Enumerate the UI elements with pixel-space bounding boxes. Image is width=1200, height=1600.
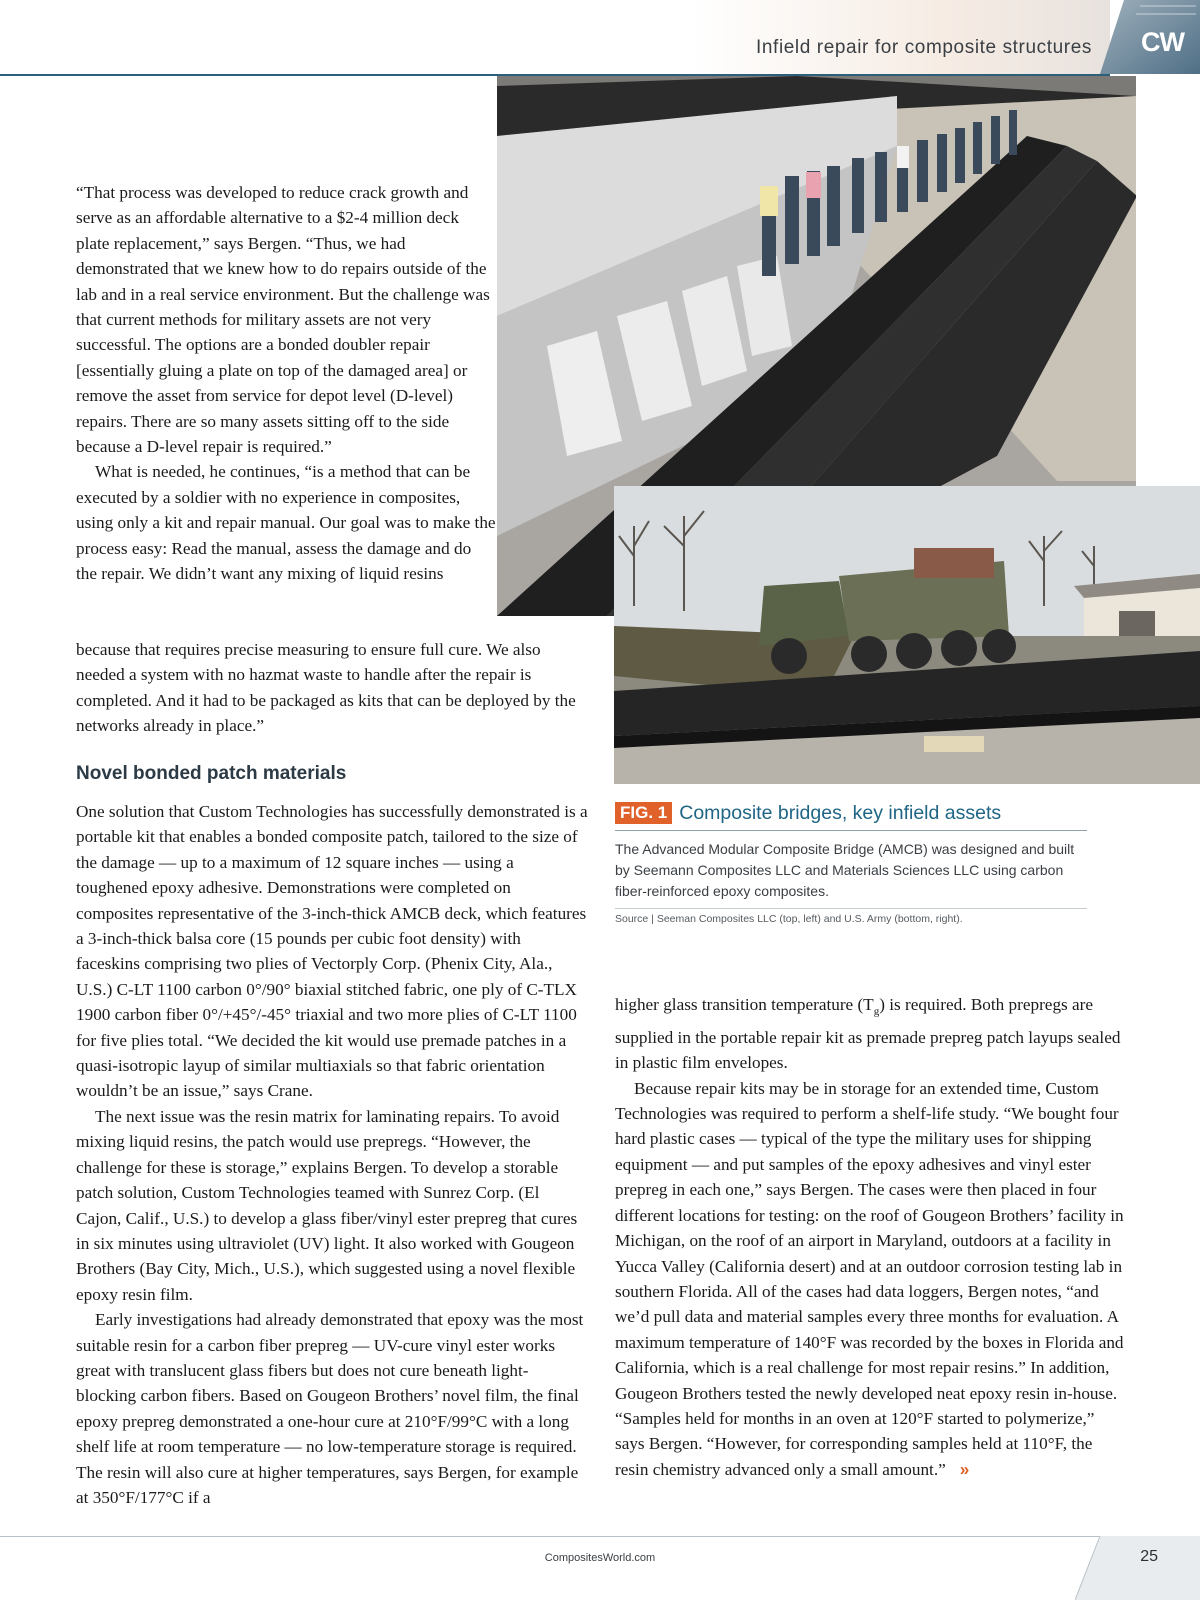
running-title: Infield repair for composite structures (756, 37, 1092, 58)
figure-source: Source | Seeman Composites LLC (top, left) and U.S. Army (bottom, right). (615, 913, 963, 925)
footer-tab (1075, 1536, 1200, 1600)
page-number: 25 (1140, 1548, 1158, 1565)
page-header (0, 0, 1200, 76)
paragraph: because that requires precise measuring to ensure full cure. We also needed a system with no hazmat waste to handle after the repair is completed. And it had to be packaged as kits that can be deployed by the networks already in place.” (76, 640, 576, 736)
end-of-article-mark: » (959, 1458, 970, 1479)
text-run: higher glass transition temperature (T (615, 995, 874, 1014)
paragraph: One solution that Custom Technologies has successfully demonstrated is a portable kit that enables a bonded composite patch, tailored to the size of the damage — up to a maximum of 12 square inches — using a toughened epoxy adhesive. Demonstrations were completed on composites representative of the 3-inch-thick AMCB deck, which features a 3-inch-thick balsa core (15 pounds per cubic foot density) with faceskins comprising two plies of Vectorply Corp. (Phenix City, Ala., U.S.) C-LT 1100 carbon 0°/90° biaxial stitched fabric, one ply of C-TLX 1900 carbon fiber 0°/+45°/-45° triaxial and two more plies of C-LT 1100 for five plies total. “We decided the kit would use premade patches in a quasi-isotropic layup of similar multiaxials so that fabric orientation wouldn’t be an issue,” says Crane. (76, 802, 588, 1101)
body-column-left-top (76, 180, 496, 587)
section-subhead: Novel bonded patch materials (76, 763, 347, 784)
paragraph: The next issue was the resin matrix for laminating repairs. To avoid mixing liquid resins, the patch would use prepregs. “However, the challenge for these is storage,” explains Bergen. To develop a storable patch solution, Custom Technologies teamed with Sunrez Corp. (El Cajon, Calif., U.S.) to develop a glass fiber/vinyl ester prepreg that cures in six minutes using ultraviolet (UV) light. It also worked with Gougeon Brothers (Bay City, Mich., U.S.), which suggested using a novel flexible epoxy resin film. (76, 1106, 578, 1304)
figure-caption (615, 801, 1087, 925)
figure-description: The Advanced Modular Composite Bridge (AMCB) was designed and built by Seemann Composites LLC and Materials Sciences LLC using carbon fiber-reinforced epoxy composites. (615, 841, 1075, 899)
body-column-right-bottom (615, 992, 1128, 1482)
figure-rule (615, 830, 1087, 831)
figure-badge: FIG. 1 (615, 802, 672, 824)
text-run: ) is required. Both prepregs are supplied in the portable repair kit as premade prepreg patch layups sealed in plastic film envelopes. (615, 995, 1121, 1073)
paragraph (615, 992, 1128, 1076)
subscript-g: g (873, 1005, 880, 1018)
paragraph (615, 1076, 1128, 1483)
footer-site: CompositesWorld.com (544, 1552, 656, 1564)
text-run: Because repair kits may be in storage for an extended time, Custom Technologies was required to perform a shelf-life study. “We bought four hard plastic cases — typical of the type the military uses for shipping equipment — and put samples of the epoxy adhesives and vinyl ester prepreg in each one,” says Bergen. The cases were then placed in four different locations for testing: on the roof of Gougeon Brothers’ facility in Michigan, on the roof of an airport in Maryland, outdoors at a facility in Yucca Valley (California desert) and at an outdoor corrosion testing lab in southern Florida. All of the cases had data loggers, Bergen notes, “and we’d pull data and material samples every three months for evaluation. A maximum temperature of 140°F was recorded by the boxes in Florida and California, which is a real challenge for most repair resins.” In addition, Gougeon Brothers tested the newly developed neat epoxy resin in-house. “Samples held for months in an oven at 120°F started to polymerize,” says Bergen. “However, for corresponding samples held at 110°F, the resin chemistry advanced only a small amount.” (615, 1078, 1124, 1479)
body-column-left-bottom (76, 799, 588, 1510)
paragraph: Early investigations had already demonstrated that epoxy was the most suitable resin for a carbon fiber prepreg — UV-cure vinyl ester works great with translucent glass fibers but does not cure beneath light-blocking carbon fibers. Based on Gougeon Brothers’ novel film, the final epoxy prepreg demonstrated a one-hour cure at 210°F/99°C with a long shelf life at room temperature — no low-temperature storage is required. The resin will also cure at higher temperatures, says Bergen, for example at 350°F/177°C if a (76, 1310, 584, 1507)
figure-title-row (615, 801, 1087, 825)
footer-rule (0, 1536, 1130, 1537)
body-column-left-wide (76, 637, 586, 739)
photo-truck-on-bridge (614, 486, 1200, 784)
figure-source-rule (615, 908, 1087, 909)
figure-title: Composite bridges, key infield assets (679, 801, 1002, 824)
paragraph: “That process was developed to reduce crack growth and serve as an affordable alternative to a $2-4 million deck plate replacement,” says Bergen. “Thus, we had demonstrated that we knew how to do repairs outside of the lab and in a real service environment. But the challenge was that current methods for military assets are not very successful. The options are a bonded doubler repair [essentially gluing a plate on top of the damaged area] or remove the asset from service for depot level (D-level) repairs. There are so many assets sitting off to the side because a D-level repair is required.” (76, 183, 490, 457)
cw-logo: CW (1141, 27, 1184, 57)
paragraph: What is needed, he continues, “is a method that can be executed by a soldier with no experience in composites, using only a kit and repair manual. Our goal was to make the process easy: Read the manual, assess the damage and do the repair. We didn’t want any mixing of liquid resins (76, 462, 496, 584)
